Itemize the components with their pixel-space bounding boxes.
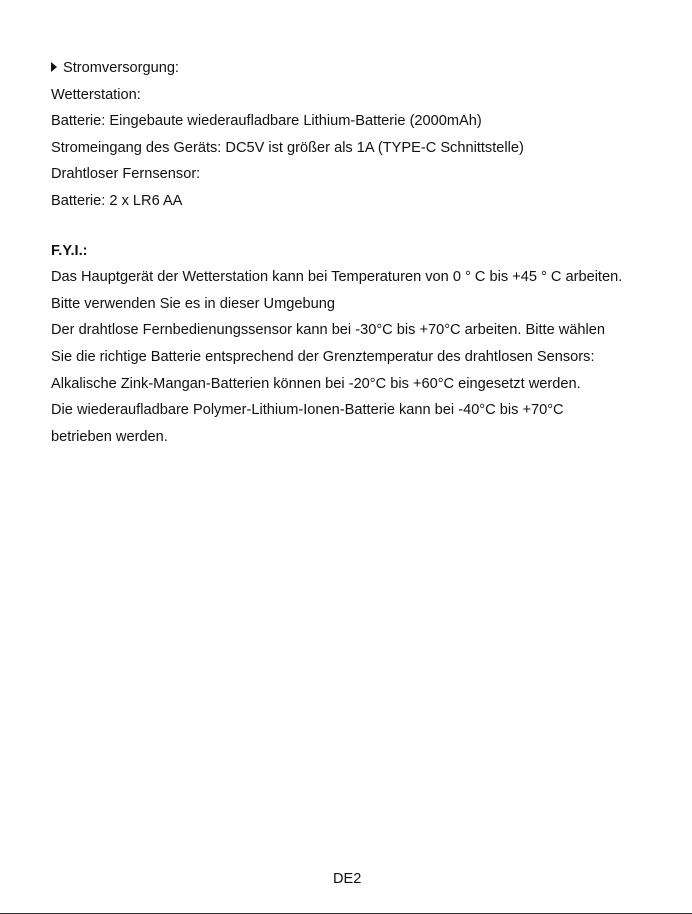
page-number: DE2 bbox=[333, 871, 362, 887]
weather-station-label: Wetterstation: bbox=[51, 86, 141, 103]
triangle-right-icon bbox=[51, 62, 57, 72]
power-supply-heading-text: Stromversorgung: bbox=[63, 60, 179, 76]
fyi-line-lithium-battery: Die wiederaufladbare Polymer-Lithium-Ionen-Batterie kann bei -40°C bis +70°C bbox=[51, 402, 564, 419]
remote-sensor-label: Drahtloser Fernsensor: bbox=[51, 166, 201, 183]
remote-sensor-battery-spec: Batterie: 2 x LR6 AA bbox=[51, 192, 183, 209]
fyi-line-alkaline-battery: Alkalische Zink-Mangan-Batterien können bei -20°C bis +60°C eingesetzt werden. bbox=[51, 375, 581, 392]
device-power-input-spec: Stromeingang des Geräts: DC5V ist größer als 1A (TYPE-C Schnittstelle) bbox=[51, 139, 524, 156]
power-supply-heading bbox=[51, 55, 671, 82]
fyi-title: F.Y.I.: bbox=[51, 242, 88, 259]
fyi-line-battery-selection: Sie die richtige Batterie entsprechend der Grenztemperatur des drahtlosen Sensors: bbox=[51, 348, 595, 365]
section-spacer bbox=[51, 215, 671, 238]
fyi-line-main-unit-temperature: Das Hauptgerät der Wetterstation kann bei Temperaturen von 0 ° C bis +45 ° C arbeiten. bbox=[51, 269, 623, 286]
fyi-line-remote-sensor-temperature: Der drahtlose Fernbedienungssensor kann bei -30°C bis +70°C arbeiten. Bitte wählen bbox=[51, 322, 605, 339]
fyi-line-operation-end: betrieben werden. bbox=[51, 428, 168, 445]
document-page-content bbox=[51, 55, 671, 450]
fyi-line-use-environment: Bitte verwenden Sie es in dieser Umgebung bbox=[51, 295, 335, 312]
station-battery-spec: Batterie: Eingebaute wiederaufladbare Lithium-Batterie (2000mAh) bbox=[51, 113, 482, 130]
